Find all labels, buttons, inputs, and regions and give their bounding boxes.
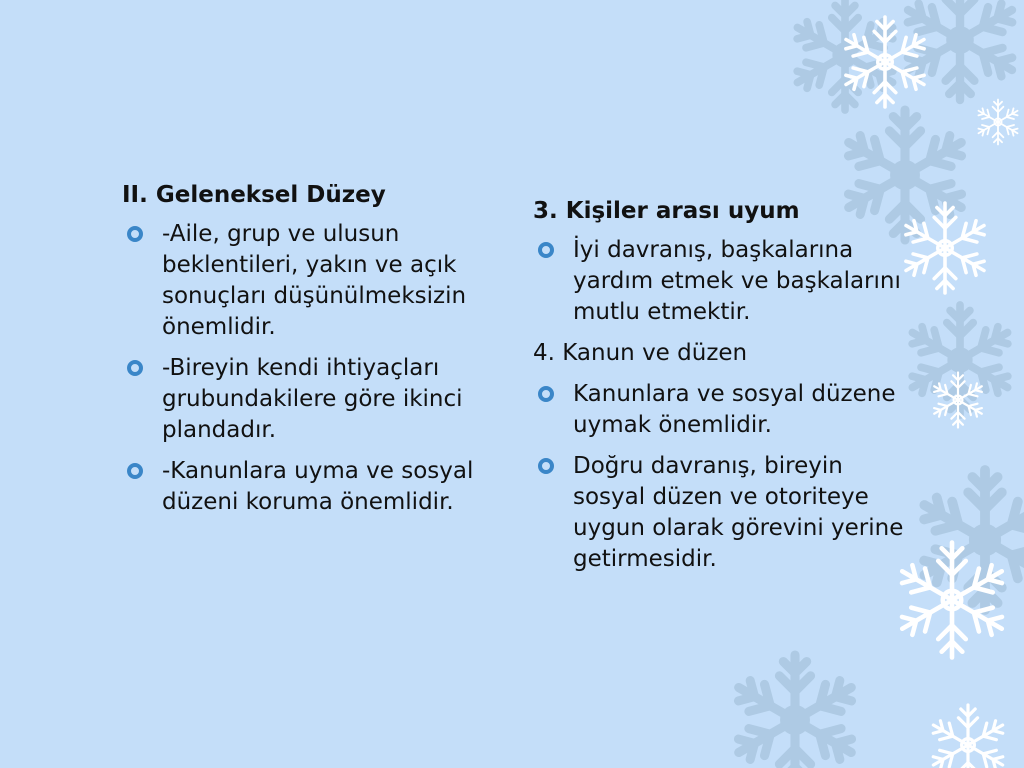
list-item-text: -Aile, grup ve ulusun beklentileri, yakın ve açık sonuçları düşünülmeksizin önemlidir.	[162, 221, 467, 340]
right-column	[533, 196, 913, 585]
list-item-text: Doğru davranış, bireyin sosyal düzen ve otoriteye uygun olarak görevini yerine getirmesidir.	[573, 453, 904, 572]
circle-bullet-icon	[537, 385, 555, 403]
right-bullet-list-1	[533, 235, 913, 328]
left-bullet-list	[122, 219, 502, 518]
list-item-text: Kanunlara ve sosyal düzene uymak önemlidir.	[573, 381, 896, 438]
circle-bullet-icon	[537, 457, 555, 475]
list-item-text: -Bireyin kendi ihtiyaçları grubundakilere göre ikinci plandadır.	[162, 355, 463, 443]
list-item	[533, 379, 913, 441]
list-item	[122, 456, 502, 518]
list-item-text: -Kanunlara uyma ve sosyal düzeni koruma önemlidir.	[162, 458, 474, 515]
circle-bullet-icon	[126, 462, 144, 480]
list-item	[122, 219, 502, 343]
right-heading-stage-3: 3. Kişiler arası uyum	[533, 198, 800, 224]
list-item-text: İyi davranış, başkalarına yardım etmek ve başkalarını mutlu etmektir.	[573, 237, 901, 325]
circle-bullet-icon	[126, 225, 144, 243]
list-item	[533, 451, 913, 575]
right-heading-stage-4: 4. Kanun ve düzen	[533, 340, 748, 366]
circle-bullet-icon	[126, 359, 144, 377]
right-bullet-list-2	[533, 379, 913, 575]
left-column	[122, 180, 502, 528]
list-item	[533, 235, 913, 328]
list-item	[122, 353, 502, 446]
left-heading: II. Geleneksel Düzey	[122, 182, 386, 208]
circle-bullet-icon	[537, 241, 555, 259]
